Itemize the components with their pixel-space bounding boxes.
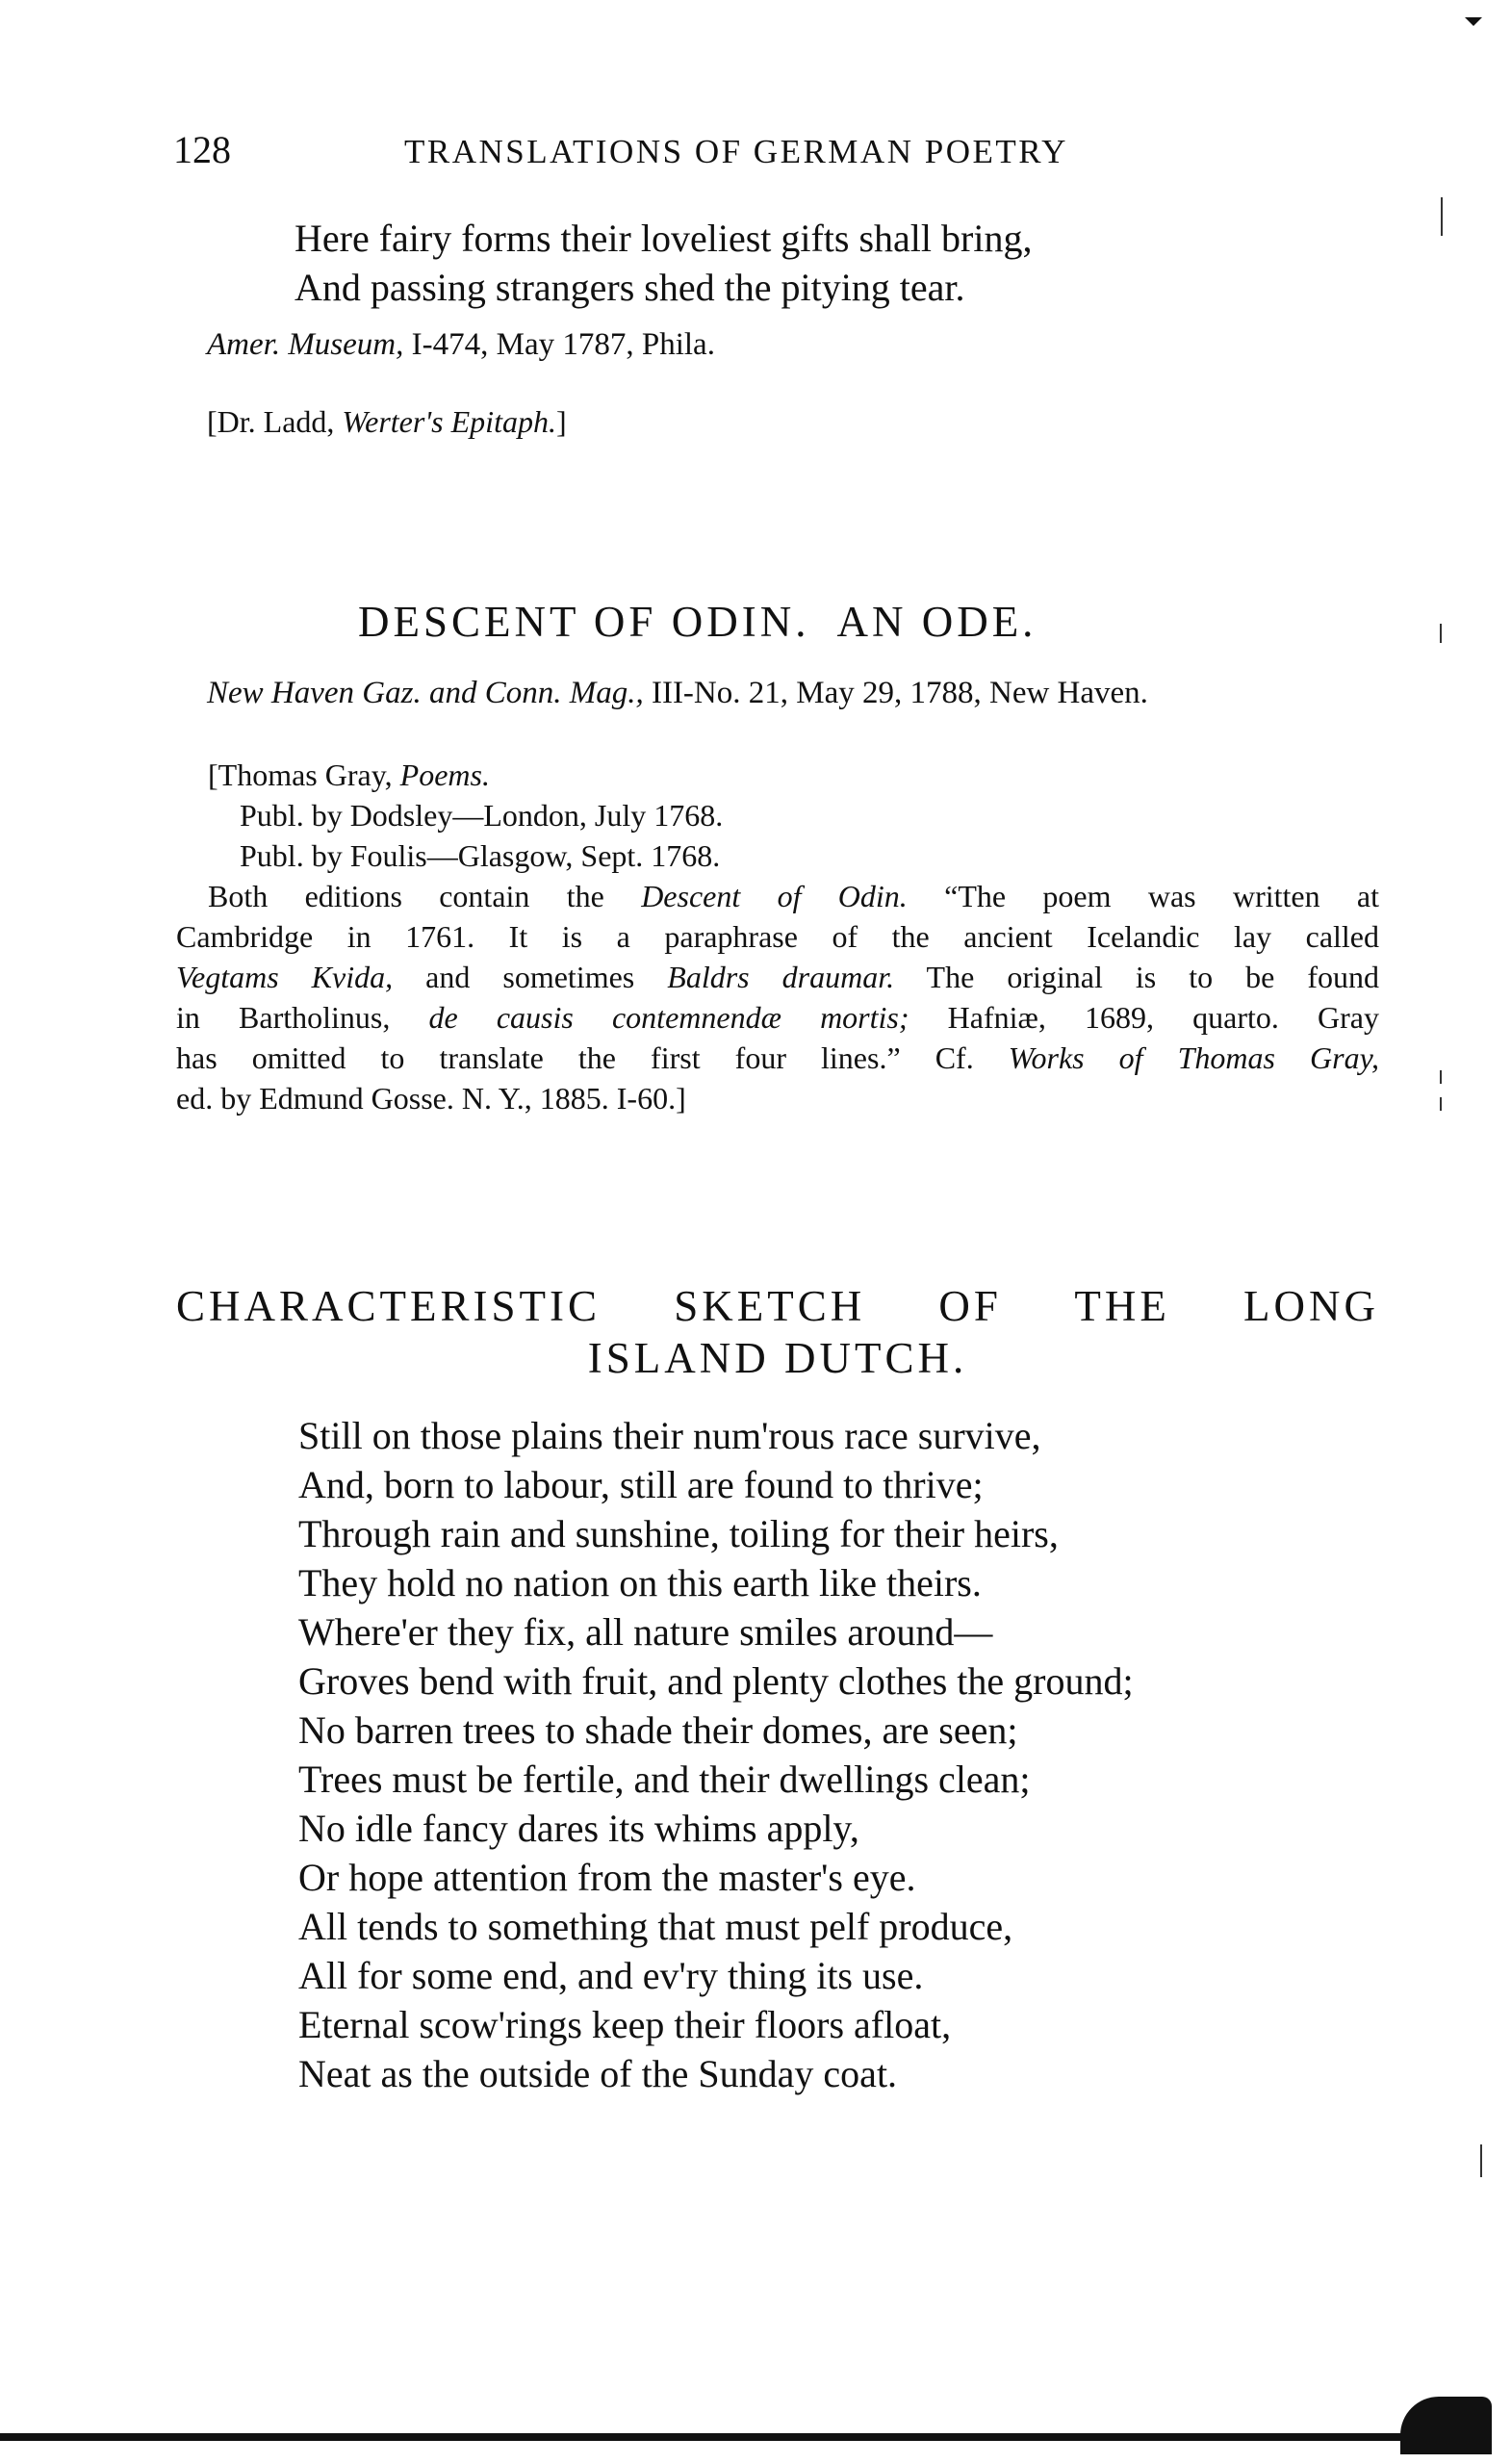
poem-fragment [295,214,1032,312]
attribution-text: [Dr. Ladd, [207,404,343,439]
note-work: Vegtams Kvida, [176,960,394,994]
note-work: Baldrs draumar. [667,960,895,994]
verse-line: Trees must be fertile, and their dwellings clean; [298,1758,1031,1801]
source-details: III-No. 21, May 29, 1788, New Haven. [643,676,1148,710]
poem-fragment-source [207,327,715,363]
note-text: Hafniæ, 1689, quarto. Gray [909,1000,1380,1035]
verse-line: Neat as the outside of the Sunday coat. [298,2052,898,2095]
note-work: de causis contemnendæ mortis; [428,1000,909,1035]
verse-line: All for some end, and ev'ry thing its use. [298,1954,924,1997]
verse-line: They hold no nation on this earth like theirs. [298,1561,982,1604]
note-line [176,755,1379,795]
page-number: 128 [173,128,231,171]
margin-mark [1440,624,1442,643]
note-text: [Thomas Gray, [208,757,400,792]
margin-mark [1480,2144,1482,2177]
note-line [176,876,1379,916]
heading-line: CHARACTERISTIC SKETCH OF THE LONG [176,1282,1379,1330]
running-title: TRANSLATIONS OF GERMAN POETRY [404,133,1068,170]
margin-mark [1441,197,1443,236]
note-line: ed. by Edmund Gosse. N. Y., 1885. I-60.] [176,1081,686,1116]
note-work: Descent of Odin. [641,879,908,913]
source-details: I-474, May 1787, Phila. [403,327,715,362]
attribution-close: ] [555,404,567,439]
poem-fragment-attribution [207,404,567,440]
note-text: has omitted to translate the first four lines.” Cf. [176,1040,1009,1075]
source-journal: Amer. Museum, [207,327,404,362]
verse-line: Through rain and sunshine, toiling for their heirs, [298,1512,1059,1555]
verse-line: And passing strangers shed the pitying tear. [295,266,965,309]
heading-line: ISLAND DUTCH. [587,1334,968,1382]
page-corner-mark [1465,17,1482,26]
verse-line: Groves bend with fruit, and plenty clothes the ground; [298,1659,1134,1703]
verse-line: Or hope attention from the master's eye. [298,1856,916,1899]
margin-mark [1440,1070,1442,1084]
note-text: in Bartholinus, [176,1000,429,1035]
note-line: Cambridge in 1761. It is a paraphrase of the ancient Icelandic lay called [176,919,1379,954]
note-line: Publ. by Foulis—Glasgow, Sept. 1768. [240,838,721,873]
verse-line: Where'er they fix, all nature smiles around— [298,1610,993,1654]
verse-line: And, born to labour, still are found to thrive; [298,1463,984,1506]
scan-bottom-edge [0,2433,1434,2441]
verse-line: No idle fancy dares its whims apply, [298,1807,859,1850]
note-text: and sometimes [393,960,668,994]
source-journal: New Haven Gaz. and Conn. Mag., [207,676,644,710]
section-heading-sketch [176,1280,1379,1384]
odin-source [207,676,1148,711]
note-text: “The poem was written at [907,879,1380,913]
attribution-work: Werter's Epitaph. [342,404,556,439]
note-work: Poems. [399,757,490,792]
sketch-poem [298,1411,1134,2098]
scan-binding-blot [1400,2397,1492,2454]
note-text: The original is to be found [894,960,1380,994]
verse-line: Eternal scow'rings keep their floors afloat, [298,2003,952,2046]
margin-mark [1440,1097,1442,1111]
verse-line: Here fairy forms their loveliest gifts shall bring, [295,217,1033,260]
verse-line: No barren trees to shade their domes, are seen; [298,1708,1018,1752]
verse-line: Still on those plains their num'rous race survive, [298,1414,1041,1457]
note-line [176,1038,1379,1078]
note-work: Works of Thomas Gray, [1008,1040,1380,1075]
note-line [176,957,1379,997]
note-line: Publ. by Dodsley—London, July 1768. [240,798,724,833]
note-text: Both editions contain the [208,879,642,913]
odin-notes [176,755,1379,1118]
note-line [176,997,1379,1038]
section-heading-odin: DESCENT OF ODIN. AN ODE. [358,598,1037,646]
verse-line: All tends to something that must pelf produce, [298,1905,1013,1948]
